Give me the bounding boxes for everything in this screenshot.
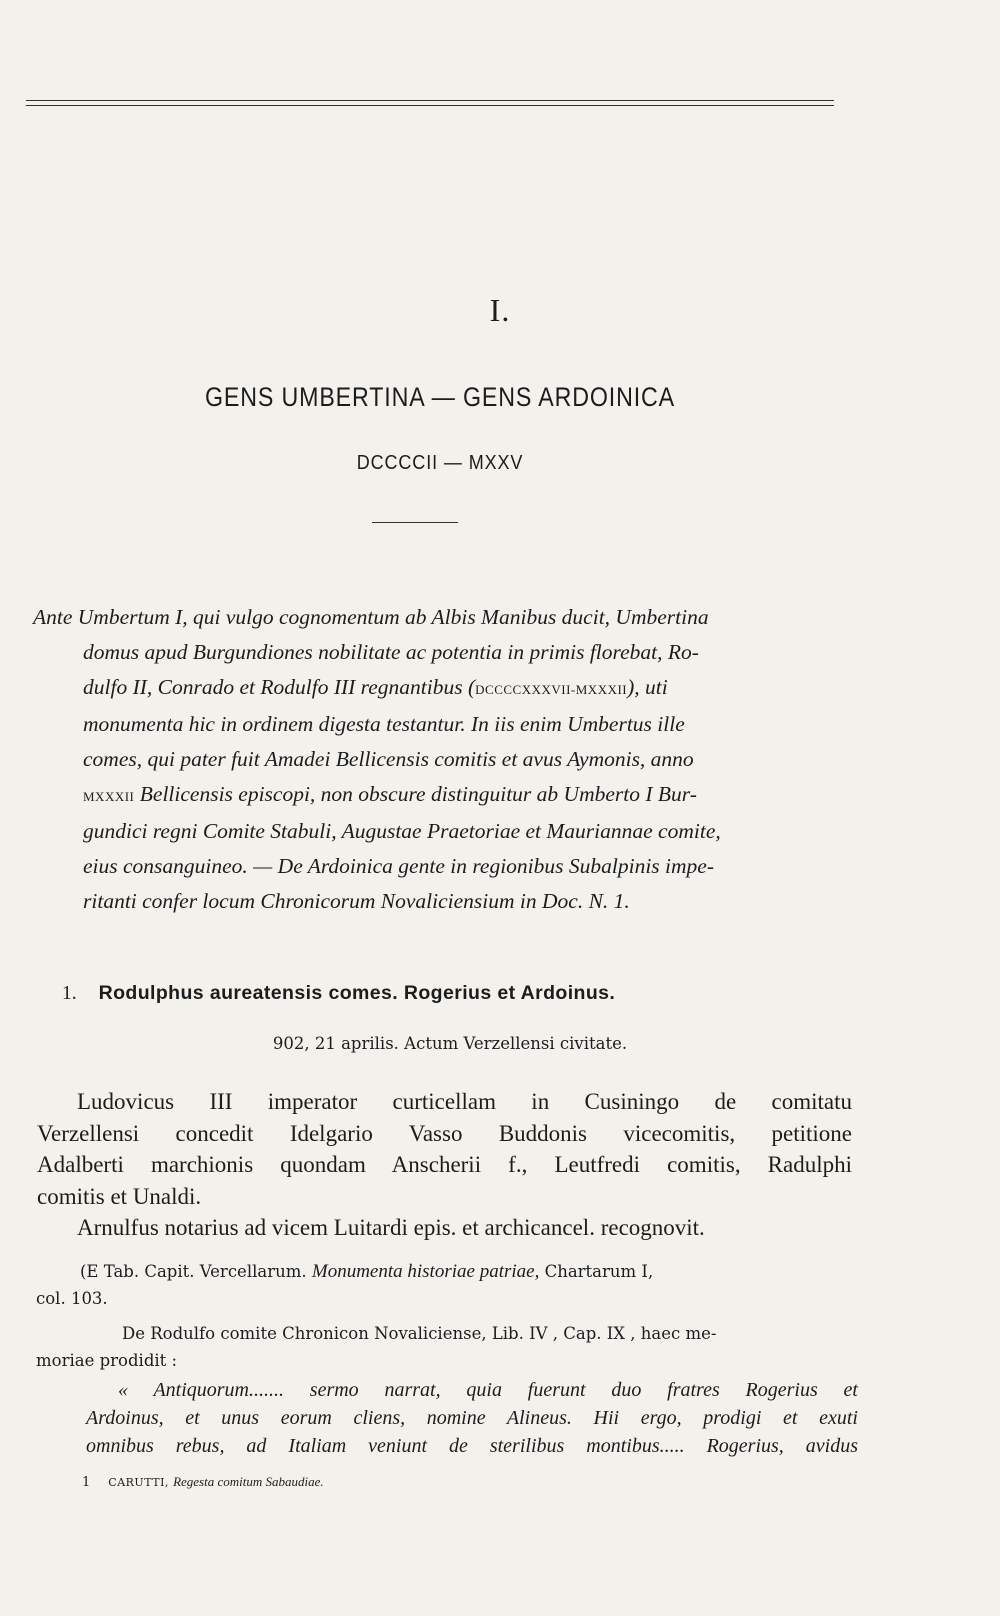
quote-line: « Antiquorum....... sermo narrat, quia fuerunt duo fratres Rogerius et [118, 1379, 858, 1401]
part-number: I. [489, 292, 511, 328]
footnote-title: Regesta comitum Sabaudiae. [173, 1474, 324, 1489]
intro-line: Ante Umbertum I, qui vulgo cognomentum ab Albis Manibus ducit, Umbertina [33, 605, 709, 629]
source-col: col. 103. [36, 1289, 108, 1308]
entry-date: 902, 21 aprilis. Actum Verzellensi civitate. [272, 1034, 628, 1053]
note-line: De Rodulfo comite Chronicon Novaliciense, Lib. IV , Cap. IX , haec me- [122, 1324, 717, 1343]
body-line: Arnulfus notarius ad vicem Luitardi epis. et archicancel. recognovit. [77, 1215, 705, 1240]
year-mxxxii: MXXXII [83, 789, 135, 804]
entry-heading [62, 982, 615, 1005]
body-line: Ludovicus III imperator curticellam in Cusiningo de comitatu [77, 1089, 852, 1114]
body-line: Adalberti marchionis quondam Anscherii f., Leutfredi comitis, Radulphi [37, 1152, 852, 1177]
footnote [82, 1474, 324, 1490]
intro-line: ritanti confer locum Chronicorum Novaliciensium in Doc. N. 1. [83, 889, 630, 913]
source-line [80, 1258, 857, 1285]
part-dates: DCCCCII — MXXV [356, 452, 524, 474]
intro-line: domus apud Burgundiones nobilitate ac potentia in primis florebat, Ro- [83, 640, 699, 664]
source-citation [36, 1258, 857, 1312]
footnote-number: 1 [82, 1475, 91, 1490]
footnote-author: CARUTTI, [108, 1476, 169, 1489]
quote-line: Ardoinus, et unus eorum cliens, nomine Alineus. Hii ergo, prodigi et exuti [86, 1407, 858, 1429]
source-suffix: Chartarum I, [544, 1262, 654, 1281]
intro-line: gundici regni Comite Stabuli, Augustae Praetoriae et Mauriannae comite, [83, 819, 721, 843]
intro-line-text: dulfo II, Conrado et Rodulfo III regnantibus ( [83, 675, 476, 699]
chronicle-quote [86, 1376, 858, 1460]
title-divider [372, 522, 458, 523]
header-rule-second [26, 105, 834, 106]
intro-line-text: Bellicensis episcopi, non obscure distinguitur ab Umberto I Bur- [134, 782, 697, 806]
intro-paragraph [33, 600, 848, 919]
reign-years: DCCCCXXXVII-MXXXII [475, 682, 628, 697]
part-title: GENS UMBERTINA — GENS ARDOINICA [204, 382, 676, 412]
body-line: Verzellensi concedit Idelgario Vasso Buddonis vicecomitis, petitione [37, 1120, 852, 1146]
source-prefix: (E Tab. Capit. Vercellarum. [80, 1262, 307, 1281]
note-line: moriae prodidit : [36, 1351, 178, 1370]
source-title: Monumenta historiae patriae, [311, 1261, 540, 1282]
intro-line [33, 777, 848, 814]
chronicle-note [36, 1320, 862, 1374]
intro-line [33, 670, 848, 707]
header-rule [26, 100, 834, 101]
intro-line: eius consanguineo. — De Ardoinica gente in regionibus Subalpinis impe- [83, 854, 714, 878]
intro-line: comes, qui pater fuit Amadei Bellicensis comitis et avus Aymonis, anno [83, 747, 694, 771]
intro-line: monumenta hic in ordinem digesta testantur. In iis enim Umbertus ille [83, 712, 685, 736]
entry-body [37, 1086, 852, 1244]
intro-line-text: ), uti [627, 675, 668, 699]
quote-line: omnibus rebus, ad Italiam veniunt de sterilibus montibus..... Rogerius, avidus [86, 1435, 858, 1457]
entry-title: Rodulphus aureatensis comes. Rogerius et Ardoinus. [98, 982, 616, 1004]
entry-number: 1. [62, 983, 77, 1004]
body-line: comitis et Unaldi. [37, 1183, 202, 1209]
